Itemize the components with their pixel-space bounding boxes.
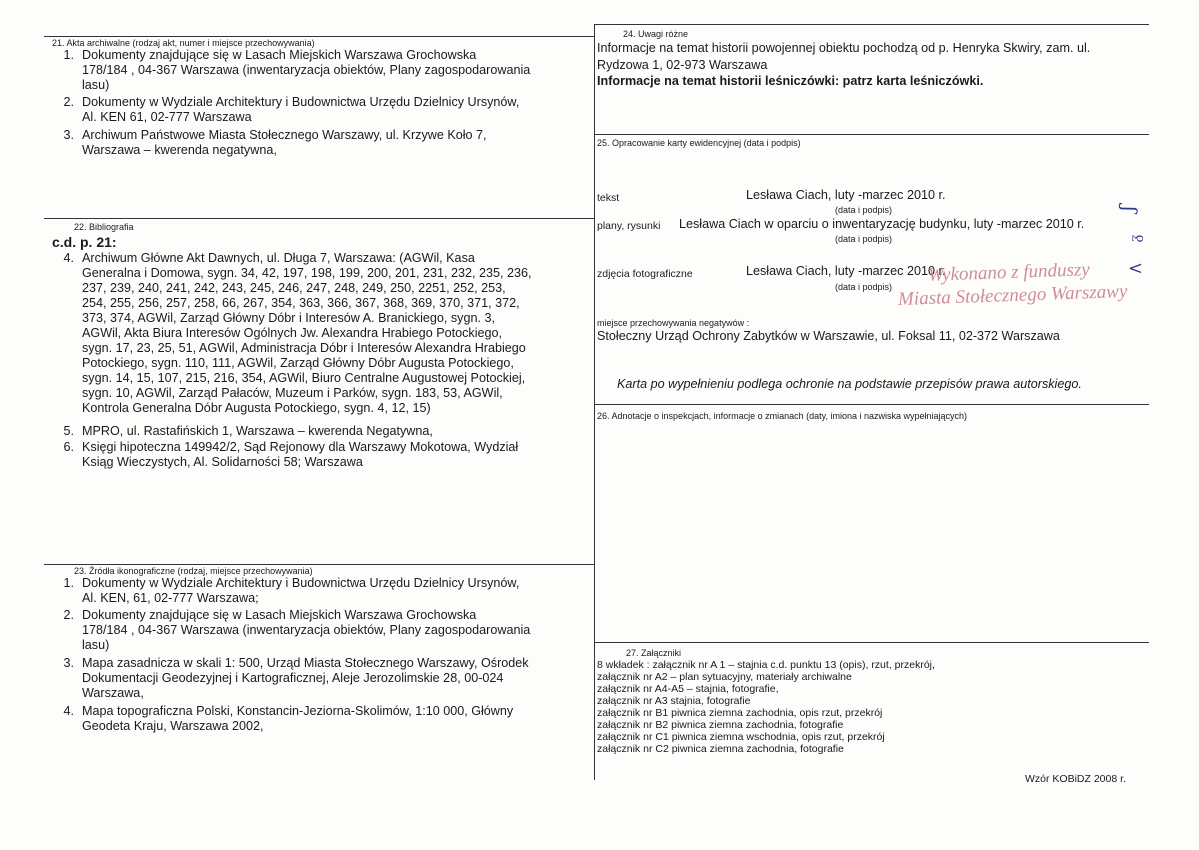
top-border-right <box>594 24 1149 25</box>
plany-date-caption: (data i podpis) <box>835 234 893 244</box>
top-border-left <box>44 36 594 37</box>
section-26-title: 26. Adnotacje o inspekcjach, informacje o zmianach (daty, imiona i nazwiska wypełniających) <box>597 411 968 421</box>
tekst-date-caption: (data i podpis) <box>835 205 893 215</box>
list-item: załącznik nr B2 piwnica ziemna zachodnia, fotografie <box>597 719 844 731</box>
divider-22-23 <box>44 564 594 565</box>
continuation-label: c.d. p. 21: <box>52 234 117 250</box>
remarks-line-2: Rydzowa 1, 02-973 Warszawa <box>597 58 768 72</box>
divider-24-25 <box>594 134 1149 135</box>
plany-label: plany, rysunki <box>597 220 661 232</box>
signature-mark: ᵹ <box>1124 233 1145 243</box>
section-27-title: 27. Załączniki <box>626 648 682 658</box>
signature-mark: < <box>1128 258 1144 279</box>
divider-21-22 <box>44 218 594 219</box>
tekst-label: tekst <box>597 192 620 204</box>
remarks-line-3: Informacje na temat historii leśniczówki: patrz karta leśniczówki. <box>597 74 984 88</box>
tekst-value: Lesława Ciach, luty -marzec 2010 r. <box>746 188 946 202</box>
list-item: załącznik nr B1 piwnica ziemna zachodnia, opis rzut, przekrój <box>597 707 883 719</box>
signature-mark: ʃ <box>1114 203 1140 213</box>
list-item: 8 wkładek : załącznik nr A 1 – stajnia c.d. punktu 13 (opis), rzut, przekrój, <box>597 659 935 671</box>
list-item: załącznik nr C2 piwnica ziemna zachodnia, fotografie <box>597 743 844 755</box>
section-25-title: 25. Opracowanie karty ewidencyjnej (data i podpis) <box>597 138 801 148</box>
zdjecia-label: zdjęcia fotograficzne <box>597 268 693 280</box>
plany-value: Lesława Ciach w oparciu o inwentaryzację budynku, luty -marzec 2010 r. <box>679 217 1085 231</box>
list-item: załącznik nr A2 – plan sytuacyjny, materiały archiwalne <box>597 671 852 683</box>
negatives-value: Stołeczny Urząd Ochrony Zabytków w Warszawie, ul. Foksal 11, 02-372 Warszawa <box>597 329 1060 343</box>
section-24-title: 24. Uwagi różne <box>623 29 689 39</box>
funding-stamp-line-1: Wykonano z funduszy <box>927 259 1091 286</box>
center-divider <box>594 24 595 780</box>
section-21-title: 21. Akta archiwalne (rodzaj akt, numer i miejsce przechowywania) <box>52 38 315 48</box>
divider-26-27 <box>594 642 1149 643</box>
negatives-label: miejsce przechowywania negatywów : <box>597 318 750 328</box>
section-23-title: 23. Źródła ikonograficzne (rodzaj, miejsce przechowywania) <box>74 566 313 576</box>
zdjecia-value: Lesława Ciach, luty -marzec 2010 r. <box>746 264 946 278</box>
list-item: załącznik nr C1 piwnica ziemna wschodnia, opis rzut, przekrój <box>597 731 885 743</box>
attachments-list <box>597 659 935 755</box>
divider-25-26 <box>594 404 1149 405</box>
list-item: załącznik nr A4-A5 – stajnia, fotografie, <box>597 683 779 695</box>
form-template-label: Wzór KOBiDZ 2008 r. <box>1025 773 1126 785</box>
copyright-note: Karta po wypełnieniu podlega ochronie na podstawie przepisów prawa autorskiego. <box>617 377 1082 391</box>
list-item: załącznik nr A3 stajnia, fotografie <box>597 695 751 707</box>
section-22-title: 22. Bibliografia <box>74 222 134 232</box>
remarks-line-1: Informacje na temat historii powojennej obiektu pochodzą od p. Henryka Skwiry, zam. ul. <box>597 41 1091 55</box>
funding-stamp-line-2: Miasta Stołecznego Warszawy <box>897 281 1128 310</box>
zdjecia-date-caption: (data i podpis) <box>835 282 893 292</box>
